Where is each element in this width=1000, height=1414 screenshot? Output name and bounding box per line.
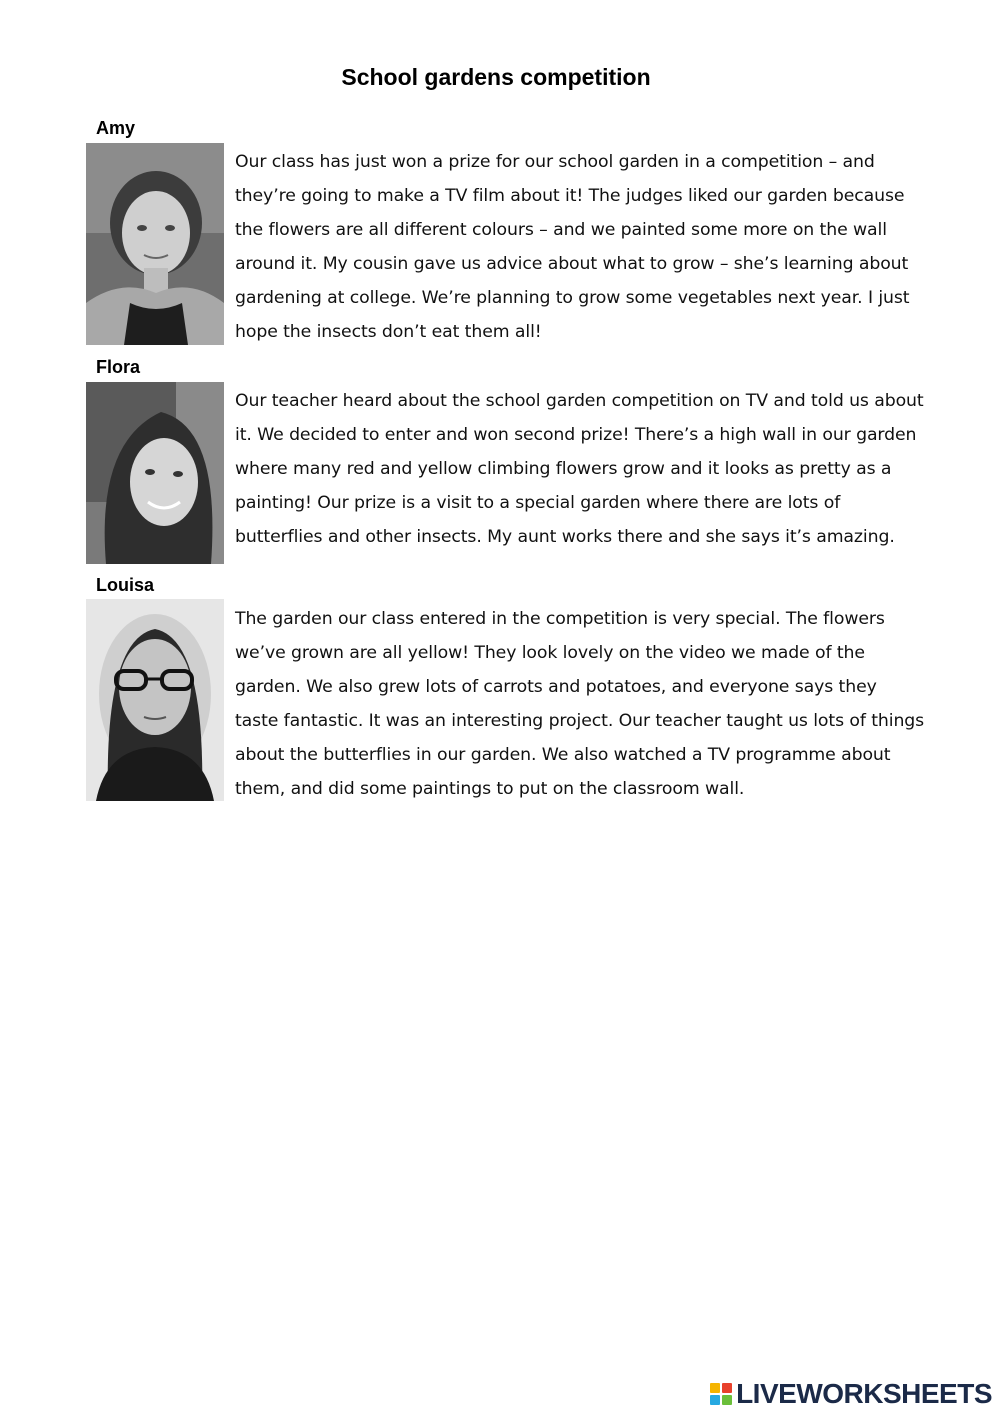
portrait-photo (86, 143, 224, 345)
entry-flora (86, 357, 924, 567)
entry-louisa (86, 575, 925, 805)
logo-wordmark: LIVEWORKSHEETS (736, 1378, 992, 1409)
entry-name: Louisa (96, 575, 155, 595)
logo-blocks-icon (710, 1383, 732, 1405)
entry-name: Flora (96, 357, 141, 377)
logo-block (710, 1383, 720, 1393)
entry-text: Our class has just won a prize for our school garden in a competition – and they’re going to make a TV film about it! The judges liked our garden because the flowers are all different colours – and we painted some more on the wall around it. My cousin gave us advice about what to grow – she’s learning about gardening at college. We’re planning to grow some vegetables next year. I just hope the insects don’t eat them all! (235, 152, 910, 342)
logo-block (722, 1395, 732, 1405)
entry-text: Our teacher heard about the school garden competition on TV and told us about it. We decided to enter and won second prize! There’s a high wall in our garden where many red and yellow climbing flowers grow and it looks as pretty as a painting! Our prize is a visit to a special garden where there are lots of butterflies and other insects. My aunt works there and she says it’s amazing. (235, 391, 924, 547)
logo-block (710, 1395, 720, 1405)
entry-name: Amy (96, 118, 136, 138)
entry-amy (86, 118, 916, 348)
portrait-photo (86, 599, 224, 801)
entry-text: The garden our class entered in the competition is very special. The flowers we’ve grown are all yellow! They look lovely on the video we made of the garden. We also grew lots of carrots and potatoes, and everyone says they taste fantastic. It was an interesting project. Our teacher taught us lots of things about the butterflies in our garden. We also watched a TV programme about them, and did some paintings to put on the classroom wall. (235, 609, 925, 799)
page-title: School gardens competition (341, 64, 651, 90)
logo-block (722, 1383, 732, 1393)
portrait-photo (86, 382, 224, 564)
liveworksheets-logo (710, 1378, 992, 1410)
